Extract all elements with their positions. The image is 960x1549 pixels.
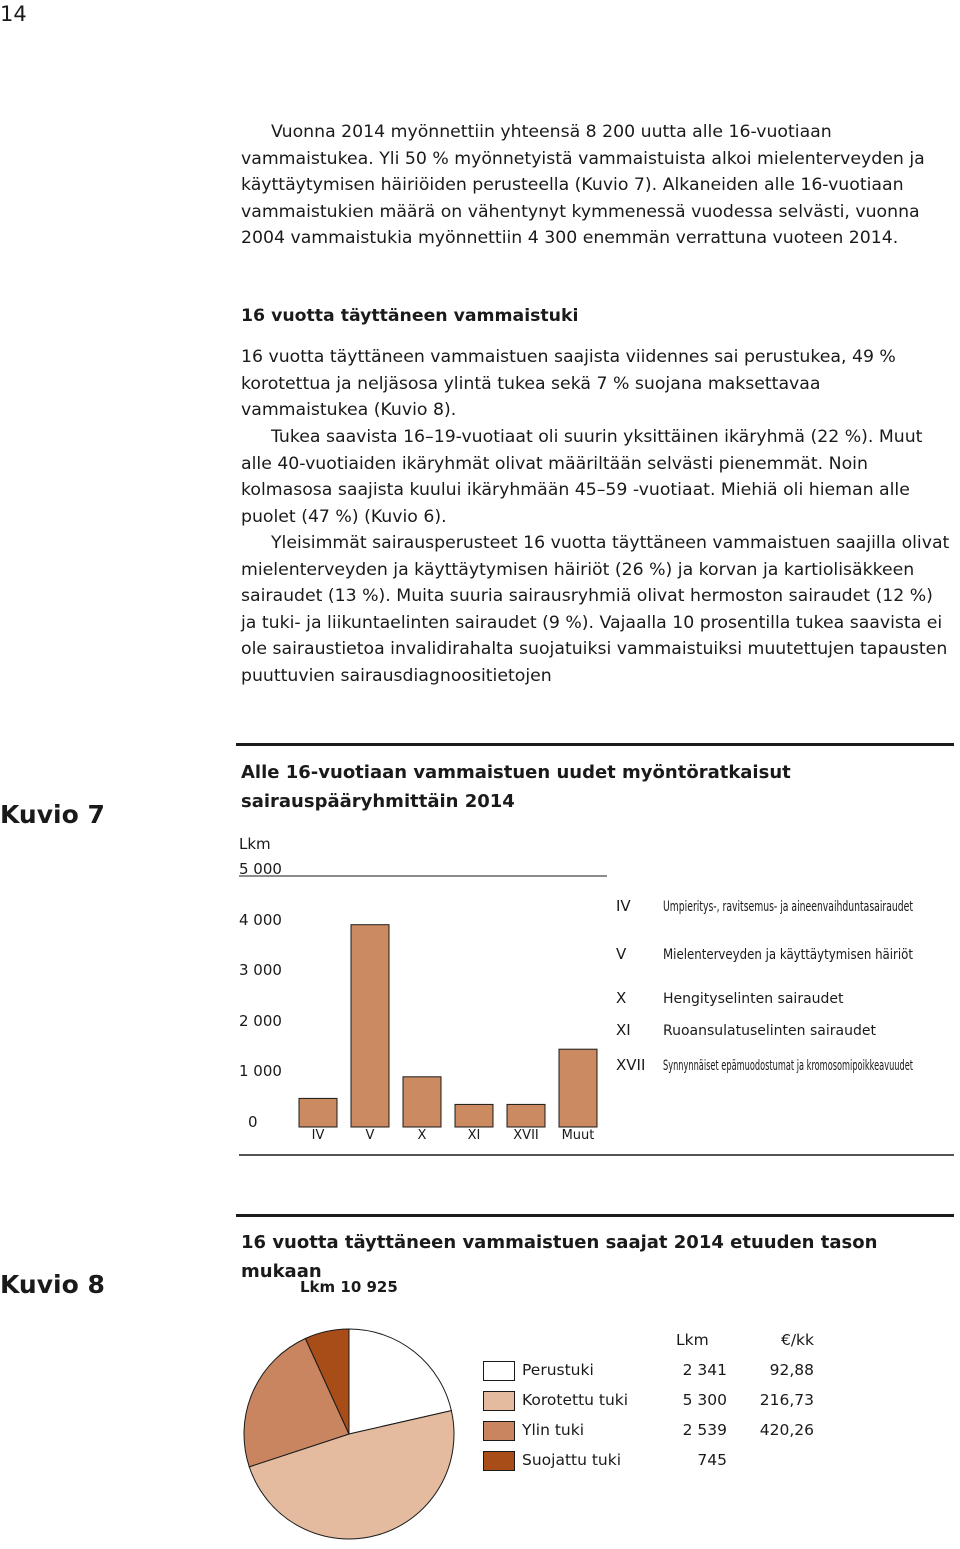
x-tick-label: XVII <box>513 1128 539 1143</box>
legend-name: Korotettu tuki <box>522 1391 629 1409</box>
x-tick-label: IV <box>311 1128 325 1143</box>
bar-xi <box>455 1104 493 1127</box>
figure8-label: Kuvio 8 <box>0 1270 105 1299</box>
y-tick-label: 0 <box>248 1113 258 1131</box>
legend-text: Umpieritys-, ravitsemus- ja aineenvaihduntasairaudet <box>663 899 914 915</box>
y-tick-label: 5 000 <box>239 860 282 878</box>
intro-paragraph: Vuonna 2014 myönnettiin yhteensä 8 200 uutta alle 16-vuotiaan vammaistukea. Yli 50 % myönnetyistä vammaistuista alkoi mielenterveyden ja käyttäytymisen häiriöiden perusteella (Kuvio 7). Alkaneiden alle 16-vuotiaan vammaistukien määrä on vähentynyt kymmenessä vuodessa selvästi, vuonna 2004 vammaistukia myönnettiin 4 300 enemmän verrattuna vuoteen 2014. <box>241 122 925 249</box>
figure7-label: Kuvio 7 <box>0 800 105 829</box>
bar-v <box>351 925 389 1127</box>
col-header-euro: €/kk <box>780 1331 814 1349</box>
legend-name: Perustuki <box>522 1361 594 1379</box>
figure8-total: Lkm 10 925 <box>300 1278 398 1296</box>
x-tick-label: X <box>417 1128 427 1143</box>
section-heading: 16 vuotta täyttäneen vammaistuki <box>241 306 579 326</box>
section-paragraph-2: Tukea saavista 16–19-vuotiaat oli suurin yksittäinen ikäryhmä (22 %). Muut alle 40-vuotiaiden ikäryhmät olivat määriltään selvästi pienemmät. Noin kolmasosa saajista kuului ikäryhmään 45–59 -vuotiaat. Miehiä oli hieman alle puolet (47 %) (Kuvio 6). <box>241 427 923 527</box>
legend-amount: 216,73 <box>759 1391 814 1409</box>
y-tick-label: 1 000 <box>239 1062 282 1080</box>
figure7-chart <box>225 825 960 1160</box>
legend-text: Mielenterveyden ja käyttäytymisen häiriöt <box>663 947 914 963</box>
legend-name: Ylin tuki <box>522 1421 585 1439</box>
legend-name: Suojattu tuki <box>522 1451 622 1469</box>
legend-row-suojattu <box>480 1449 830 1471</box>
legend-text: Synnynnäiset epämuodostumat ja kromosomipoikkeavuudet <box>663 1058 914 1074</box>
legend-code: V <box>616 945 627 963</box>
legend-swatch <box>483 1421 515 1441</box>
y-tick-label: 4 000 <box>239 911 282 929</box>
figure8-title: 16 vuotta täyttäneen vammaistuen saajat 2014 etuuden tason mukaan <box>241 1232 878 1282</box>
bar-iv <box>299 1098 337 1127</box>
legend-code: IV <box>616 897 631 915</box>
x-tick-label: Muut <box>561 1128 595 1143</box>
page-number: 14 <box>0 2 27 26</box>
legend-code: XVII <box>616 1056 646 1074</box>
legend-row-perustuki <box>480 1359 830 1381</box>
legend-text: Hengityselinten sairaudet <box>663 991 844 1007</box>
figure7-title: Alle 16-vuotiaan vammaistuen uudet myöntöratkaisut sairauspääryhmittäin 2014 <box>241 762 791 812</box>
legend-count: 2 341 <box>682 1361 727 1379</box>
figure7-legend <box>616 897 913 1074</box>
section-paragraph-3: Yleisimmät sairausperusteet 16 vuotta täyttäneen vammaistuen saajilla olivat mielenterveyden ja käyttäytymisen häiriöt (26 %) ja korvan ja kartiolisäkkeen sairaudet (13 %). Muita suuria sairausryhmiä olivat hermoston sairaudet (12 %) ja tuki- ja liikuntaelinten sairaudet (9 %). Vajaalla 10 prosentilla tukea saavista ei ole sairaustietoa invalidirahalta suojatuiksi vammaistuiksi muutettujen tapausten puuttuvien sairausdiagnoositietojen <box>241 533 950 686</box>
legend-swatch <box>483 1361 515 1381</box>
legend-text: Ruoansulatuselinten sairaudet <box>663 1023 876 1039</box>
figure7-top-rule <box>236 743 954 746</box>
bar-xvii <box>507 1104 545 1127</box>
legend-row-korotettu <box>480 1389 830 1411</box>
legend-code: XI <box>616 1021 631 1039</box>
legend-row-ylin <box>480 1419 830 1441</box>
figure7-y-unit: Lkm <box>239 835 271 853</box>
bar-muut <box>559 1049 597 1127</box>
legend-swatch <box>483 1451 515 1471</box>
x-tick-label: XI <box>467 1128 481 1143</box>
col-header-lkm: Lkm <box>676 1331 709 1349</box>
section-paragraph-1: 16 vuotta täyttäneen vammaistuen saajista viidennes sai perustukea, 49 % korotettua ja neljäsosa ylintä tukea sekä 7 % suojana maksettavaa vammaistukea (Kuvio 8). <box>241 347 896 421</box>
legend-count: 745 <box>697 1451 727 1469</box>
legend-count: 5 300 <box>682 1391 727 1409</box>
bar-x <box>403 1077 441 1127</box>
x-tick-label: V <box>365 1128 375 1143</box>
y-tick-label: 2 000 <box>239 1012 282 1030</box>
legend-amount: 92,88 <box>769 1361 814 1379</box>
y-tick-label: 3 000 <box>239 961 282 979</box>
legend-count: 2 539 <box>682 1421 727 1439</box>
figure8-pie <box>238 1308 460 1544</box>
legend-swatch <box>483 1391 515 1411</box>
legend-code: X <box>616 989 627 1007</box>
legend-amount: 420,26 <box>759 1421 814 1439</box>
figure8-legend <box>480 1325 830 1475</box>
figure8-top-rule <box>236 1214 954 1217</box>
